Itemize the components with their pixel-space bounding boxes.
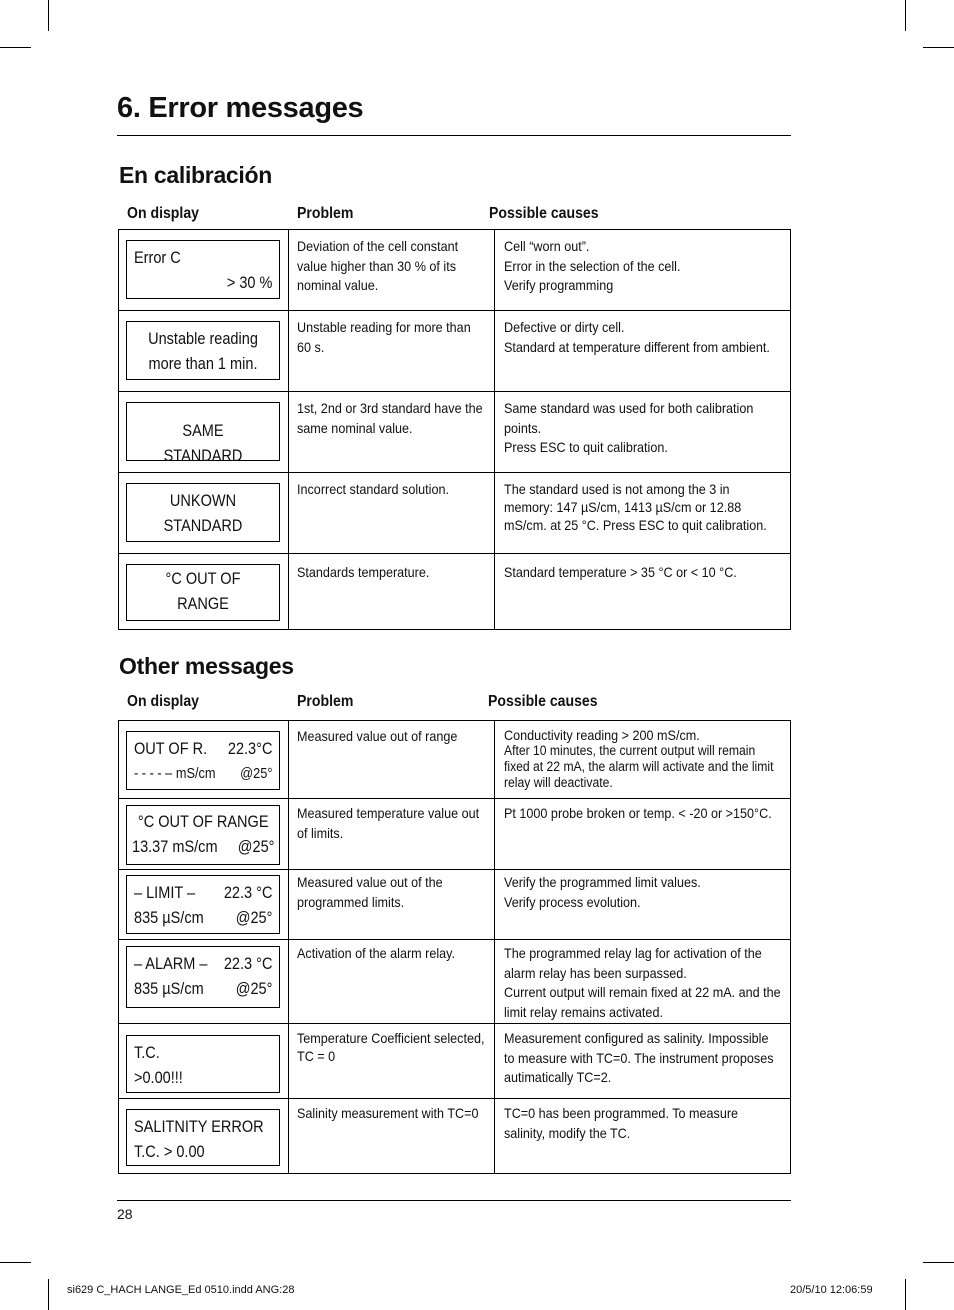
print-slug-left: si629 C_HACH LANGE_Ed 0510.indd ANG:28	[67, 1284, 295, 1296]
section-heading-calibration: En calibración	[119, 162, 273, 188]
footer-rule	[117, 1200, 791, 1201]
column-header-problem: Problem	[297, 693, 354, 710]
problem-text: Measured value out of range	[297, 728, 458, 744]
column-header-causes: Possible causes	[488, 693, 598, 710]
column-header-problem: Problem	[297, 205, 354, 222]
display-box: T.C. >0.00!!!	[126, 1035, 280, 1093]
display-box: – LIMIT – 22.3 °C 835 µS/cm @25°	[126, 875, 280, 934]
column-header-display: On display	[127, 205, 199, 222]
causes-text: Standard temperature > 35 °C or < 10 °C.	[504, 564, 737, 580]
crop-mark	[0, 1262, 31, 1263]
problem-text: Measured temperature value out of limits.	[297, 805, 480, 841]
causes-text: Defective or dirty cell. Standard at temperature different from ambient.	[504, 319, 770, 355]
display-box: UNKOWN STANDARD	[126, 483, 280, 542]
calibration-errors-table	[118, 229, 791, 630]
problem-text: Standards temperature.	[297, 564, 430, 580]
table-row	[119, 311, 791, 392]
crop-mark	[905, 1279, 906, 1310]
title-rule	[117, 135, 791, 136]
display-box: Error C > 30 %	[126, 240, 280, 299]
page-title: 6. Error messages	[117, 92, 364, 124]
causes-text: Cell “worn out”. Error in the selection of the cell. Verify programming	[504, 238, 681, 293]
table-row	[119, 1099, 791, 1174]
display-box: OUT OF R. 22.3°C - - - - – mS/cm @25°	[126, 731, 280, 790]
causes-text: Same standard was used for both calibration points. Press ESC to quit calibration.	[504, 400, 754, 455]
column-header-display: On display	[127, 693, 199, 710]
section-heading-other: Other messages	[119, 653, 294, 679]
print-slug-right: 20/5/10 12:06:59	[790, 1284, 873, 1296]
crop-mark	[923, 1262, 954, 1263]
other-messages-table	[118, 720, 791, 1174]
causes-text: Conductivity reading > 200 mS/cm. After 10 minutes, the current output will remain fixed at 22 mA, the alarm will activate and the limit relay will deactivate.	[504, 727, 774, 790]
problem-text: 1st, 2nd or 3rd standard have the same nominal value.	[297, 400, 483, 436]
problem-text: Incorrect standard solution.	[297, 481, 449, 497]
crop-mark	[923, 47, 954, 48]
table-row	[119, 392, 791, 473]
causes-text: The programmed relay lag for activation of the alarm relay has been surpassed. Current output will remain fixed at 22 mA. and the limit relay remains activated.	[504, 945, 781, 1020]
display-box: Unstable reading more than 1 min.	[126, 321, 280, 380]
crop-mark	[0, 47, 31, 48]
problem-text: Activation of the alarm relay.	[297, 945, 456, 961]
crop-mark	[48, 0, 49, 31]
table-row	[119, 230, 791, 311]
display-box: °C OUT OF RANGE 13.37 mS/cm @25°	[126, 805, 280, 865]
table-row	[119, 473, 791, 554]
causes-text: Pt 1000 probe broken or temp. < -20 or >150°C.	[504, 805, 772, 821]
table-row	[119, 1024, 791, 1099]
table-row	[119, 721, 791, 799]
problem-text: Temperature Coefficient selected, TC = 0	[297, 1030, 485, 1064]
causes-text: Measurement configured as salinity. Impossible to measure with TC=0. The instrument proposes autimatically TC=2.	[504, 1030, 774, 1085]
display-box: – ALARM – 22.3 °C 835 µS/cm @25°	[126, 946, 280, 1008]
causes-text: The standard used is not among the 3 in memory: 147 µS/cm, 1413 µS/cm or 12.88 mS/cm. at 25 °C. Press ESC to quit calibration.	[504, 481, 767, 533]
causes-text: TC=0 has been programmed. To measure salinity, modify the TC.	[504, 1105, 739, 1141]
table-row	[119, 799, 791, 870]
table-row	[119, 554, 791, 630]
crop-mark	[905, 0, 906, 31]
display-box: °C OUT OF RANGE	[126, 564, 280, 621]
problem-text: Unstable reading for more than 60 s.	[297, 319, 471, 355]
display-box: SALITNITY ERROR T.C. > 0.00	[126, 1109, 280, 1166]
column-header-causes: Possible causes	[489, 205, 599, 222]
table-row	[119, 870, 791, 940]
problem-text: Measured value out of the programmed limits.	[297, 874, 443, 910]
page-number: 28	[117, 1206, 133, 1222]
causes-text: Verify the programmed limit values. Verify process evolution.	[504, 874, 701, 910]
crop-mark	[48, 1279, 49, 1310]
table-row	[119, 940, 791, 1024]
problem-text: Deviation of the cell constant value higher than 30 % of its nominal value.	[297, 238, 459, 293]
problem-text: Salinity measurement with TC=0	[297, 1105, 479, 1121]
display-box: SAME STANDARD	[126, 402, 280, 461]
